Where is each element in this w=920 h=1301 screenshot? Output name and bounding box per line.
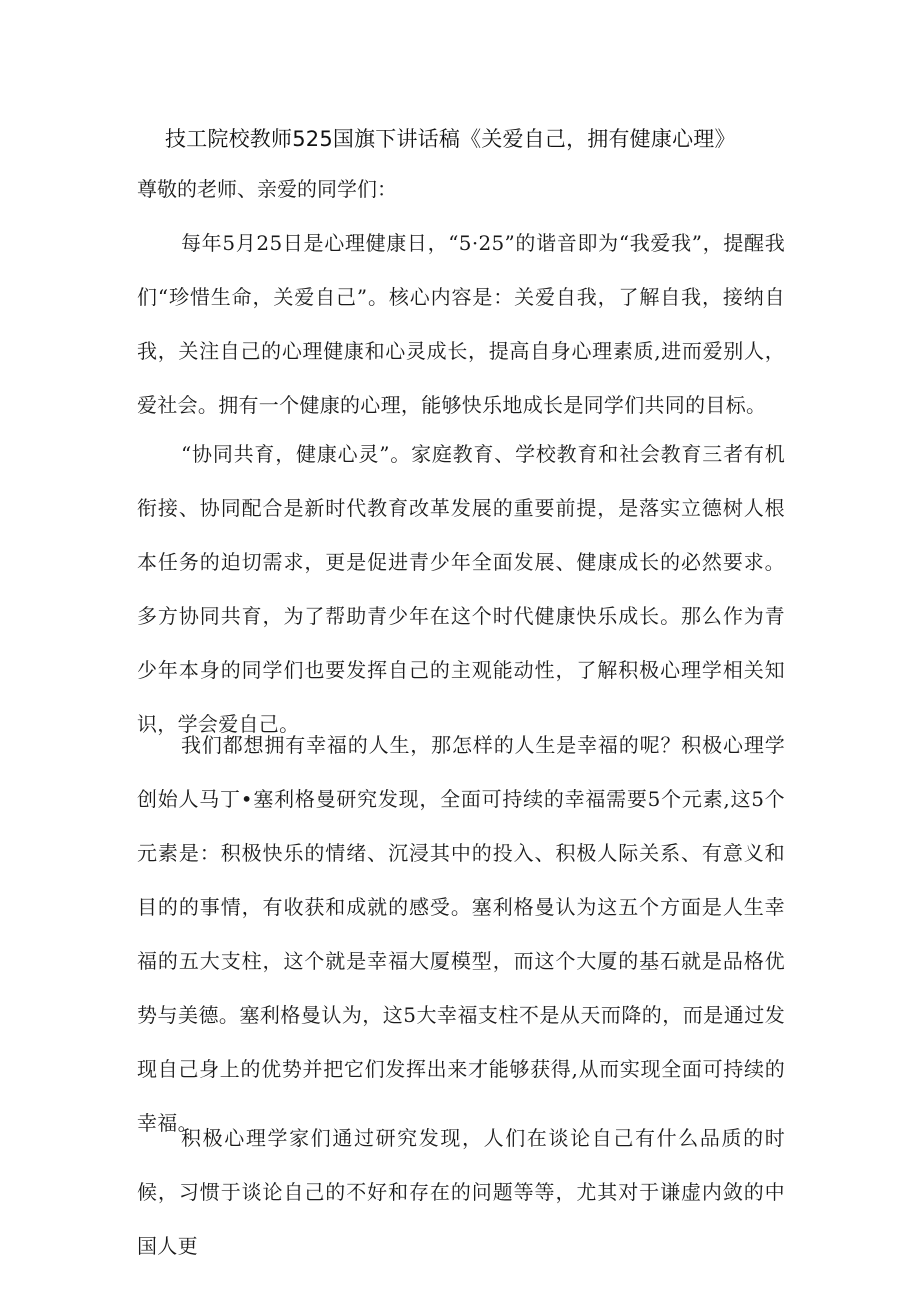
paragraph-2: “协同共育，健康心灵”。家庭教育、学校教育和社会教育三者有机衔接、协同配合是新时代教育改革发展的重要前提，是落实立德树人根本任务的迫切需求，更是促进青少年全面发展、健康成长的必然要求。多方协同共育，为了帮助青少年在这个时代健康快乐成长。那么作为青少年本身的同学们也要发挥自己的主观能动性，了解积极心理学相关知识，学会爱自己。 xyxy=(137,442,785,736)
salutation: 尊敬的老师、亲爱的同学们： xyxy=(137,177,397,201)
paragraph-1: 每年5月25日是心理健康日，“5·25”的谐音即为“我爱我”，提醒我们“珍惜生命，关爱自己”。核心内容是：关爱自我，了解自我，接纳自我，关注自己的心理健康和心灵成长，提高自身心理素质,进而爱别人，爱社会。拥有一个健康的心理，能够快乐地成长是同学们共同的目标。 xyxy=(137,231,785,417)
paragraph-4: 积极心理学家们通过研究发现，人们在谈论自己有什么品质的时候，习惯于谈论自己的不好和存在的问题等等，尤其对于谦虚内敛的中国人更 xyxy=(137,1126,785,1258)
document-title: 技工院校教师525国旗下讲话稿《关爱自己，拥有健康心理》 xyxy=(165,127,736,151)
paragraph-3: 我们都想拥有幸福的人生，那怎样的人生是幸福的呢？积极心理学创始人马丁•塞利格曼研究发现，全面可持续的幸福需要5个元素,这5个元素是：积极快乐的情绪、沉浸其中的投入、积极人际关系、有意义和目的的事情，有收获和成就的感受。塞利格曼认为这五个方面是人生幸福的五大支柱，这个就是幸福大厦模型，而这个大厦的基石就是品格优势与美德。塞利格曼认为，这5大幸福支柱不是从天而降的，而是通过发现自己身上的优势并把它们发挥出来才能够获得,从而实现全面可持续的幸福。 xyxy=(137,733,785,1135)
